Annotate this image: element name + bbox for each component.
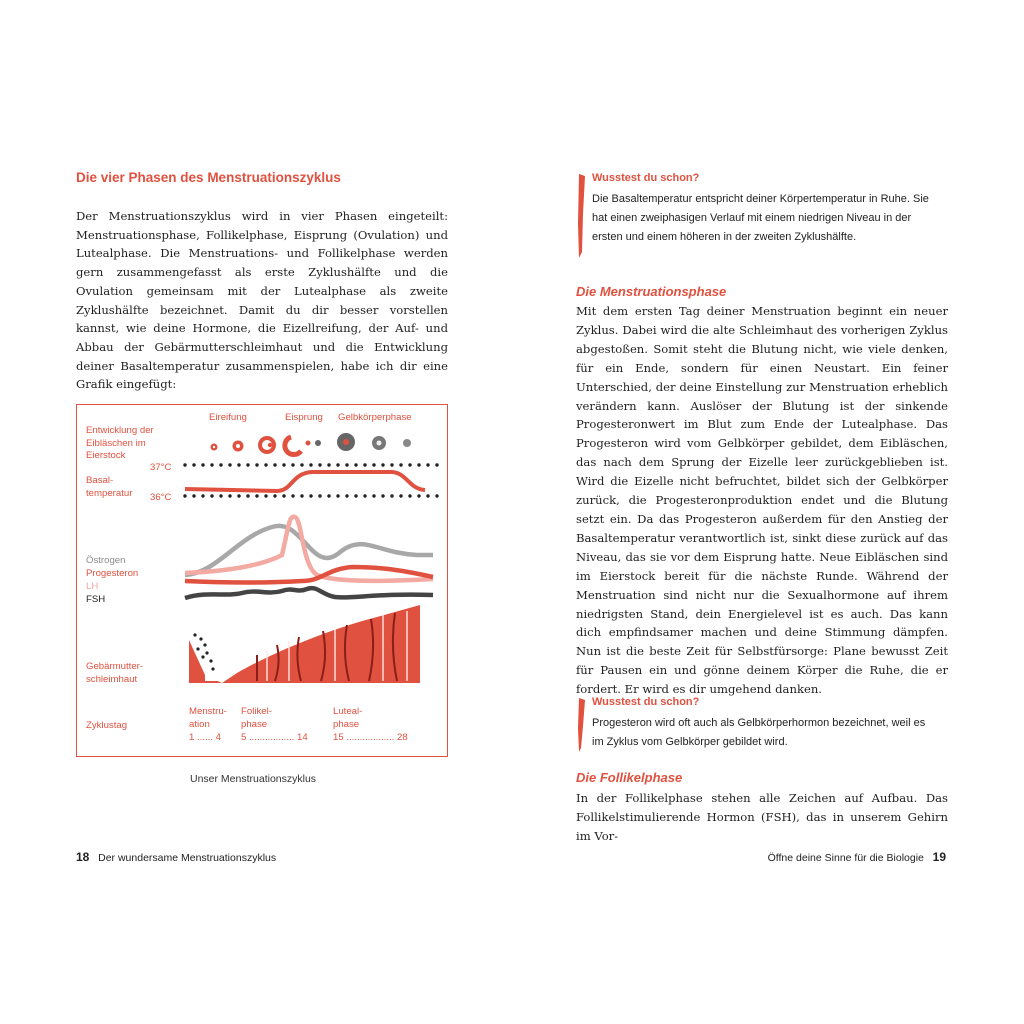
section-menstruationsphase-text: Mit dem ersten Tag deiner Menstruation beginnt ein neuer Zyklus. Dabei wird die alte Schleimhaut des vorherigen Zyklus abgestoßen. Somit steht die Blutung nicht, wie viele denken, für ein Ende, sondern für einen Neustart. Ein feiner Unterschied, der deine Einstellung zur Menstruation erheblich verändern kann. Auslöser der Blutung ist der sinkende Progesteronwert im Blut zum Ende der Lutealphase. Das Progesteron wird vom Gelbkörper gebildet, dem Eibläschen, das nach dem Sprung der Eizelle leer zurückgeblieben ist. Wird die Eizelle nicht befruchtet, bildet sich der Gelbkörper zurück, die Progesteronproduktion endet und die Blutung setzt ein. Da das Progesteron außerdem für den Anstieg der Basaltemperatur verantwortlich ist, sinkt diese zurück auf das Niveau, das sie vor dem Eisprung hatte. Neue Eibläschen sind im Eierstock bereit für die nächste Runde. Während der Menstruation sind nicht nur die Sexualhormone auf ihrem niedrigsten Stand, dein Energielevel ist es auch. Das kann dich empfindsamer machen und deine Stimmung dämpfen. Nun ist die beste Zeit für Selbstfürsorge: Plane bewusst Zeit für Pausen ein und gönne deinem Körper die Ruhe, die er fordert. Er wird es dir umgehend danken. <box>576 304 948 697</box>
page-heading: Die vier Phasen des Menstruationszyklus <box>76 170 341 185</box>
label-basal: Basal-temperatur <box>86 475 133 499</box>
running-title: Öffne deine Sinne für die Biologie <box>767 852 924 864</box>
page-number: 19 <box>932 850 946 864</box>
label-schleimhaut: Gebärmutter-schleimhaut <box>86 661 144 685</box>
temp-37: 37°C <box>150 462 172 473</box>
note2-title: Wusstest du schon? <box>592 696 700 708</box>
note2-text: Progesteron wird oft auch als Gelbkörperhormon bezeichnet, weil es im Zyklus vom Gelbkörper gebildet wird. <box>592 717 926 748</box>
temp-36: 36°C <box>150 492 172 503</box>
section-follikelphase-text: In der Follikelphase stehen alle Zeichen auf Aufbau. Das Follikelstimulierende Hormon (FSH), das in unserem Gehirn im Vor- <box>576 791 948 843</box>
note1-text: Die Basaltemperatur entspricht deiner Körpertemperatur in Ruhe. Sie hat einen zweiphasigen Verlauf mit einem niedrigen Niveau in der ersten und einem höheren in der zweiten Zyklushälfte. <box>592 193 929 243</box>
red-brush-mark-icon <box>576 174 586 264</box>
col-menstruation: Menstru-ation <box>189 706 227 730</box>
page-number: 18 <box>76 850 90 864</box>
legend-lh: LH <box>86 581 99 592</box>
legend-progesteron: Progesteron <box>86 568 139 579</box>
section-follikelphase-heading: Die Follikelphase <box>576 770 683 785</box>
legend-fsh: FSH <box>86 594 106 605</box>
note-box-1 <box>576 172 936 272</box>
intro-paragraph: Der Menstruationszyklus wird in vier Phasen eingeteilt: Menstruationsphase, Follikelphase, Eisprung (Ovulation) und Lutealphase. Die Menstruations- und Follikelphase werden gern zusammengefasst als erste Zyklushälfte und die Ovulation gemeinsam mit der Lutealphase als zweite Zyklushälfte bezeichnet. Damit du dir besser vorstellen kannst, wie deine Hormone, die Eizellreifung, der Auf- und Abbau der Gebärmutterschleimhaut und die Entwicklung deiner Basaltemperatur zusammenspielen, habe ich dir eine Grafik eingefügt: <box>76 209 448 392</box>
label-zyklustag: Zyklustag <box>86 720 128 731</box>
figure-caption: Unser Menstruationszyklus <box>190 773 317 785</box>
phase-eisprung: Eisprung <box>285 412 323 423</box>
phase-eireifung: Eireifung <box>209 412 247 423</box>
col-folikel: Folikel-phase <box>241 706 272 730</box>
running-title: Der wundersame Menstruationszyklus <box>98 852 277 864</box>
follicle-icons <box>211 433 412 455</box>
note1-title: Wusstest du schon? <box>592 172 700 184</box>
label-eiblaeschen: Entwicklung der Eibläschen im Eierstock <box>86 425 154 462</box>
red-brush-mark-icon <box>576 698 586 754</box>
col-menstruation-days: 1 ...... 4 <box>189 732 221 743</box>
legend-oestrogen: Östrogen <box>86 555 126 566</box>
col-luteal-days: 15 .................. 28 <box>333 732 408 743</box>
note-box-2 <box>576 696 936 756</box>
section-menstruationsphase-heading: Die Menstruationsphase <box>576 284 727 299</box>
left-footer <box>76 850 276 864</box>
cycle-figure <box>76 404 448 757</box>
right-page <box>512 0 1024 1024</box>
col-folikel-days: 5 ................. 14 <box>241 732 308 743</box>
right-footer <box>768 850 946 864</box>
phase-gelbkoerper: Gelbkörperphase <box>338 412 412 423</box>
col-luteal: Luteal-phase <box>333 706 363 730</box>
